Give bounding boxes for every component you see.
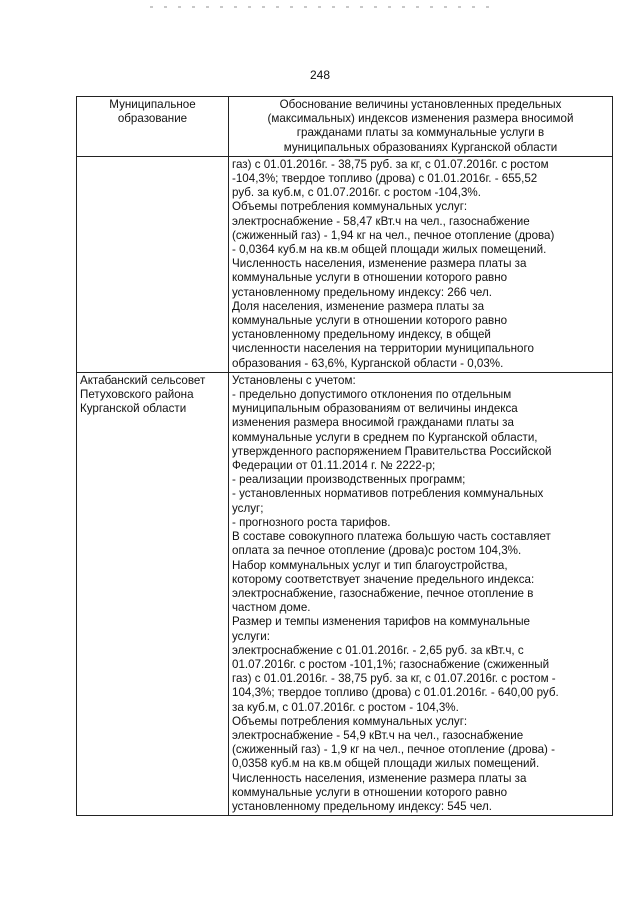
justification-line: электроснабжение, газоснабжение, печное отопление в (232, 586, 534, 600)
justification-line: установленному предельному индексу: 266 чел. (232, 285, 492, 299)
justification-line: 0,0358 куб.м на кв.м общей площади жилых помещений. (232, 757, 540, 771)
justification-line: коммунальные услуги в отношении которого равно (232, 785, 508, 799)
justification-cell (229, 372, 613, 815)
justification-line: образования - 63,6%, Курганской области - 0,03%. (232, 356, 504, 370)
justification-line: 104,3%; твердое топливо (дрова) с 01.01.2016г. - 640,00 руб. (232, 686, 559, 700)
justification-line: - реализации производственных программ; (232, 473, 466, 487)
justification-line: - предельно допустимого отклонения по отдельным (232, 388, 512, 402)
municipality-cell (77, 156, 229, 372)
justification-line: изменения размера вносимой гражданами платы за (232, 416, 514, 430)
justification-line: Численность населения, изменение размера платы за (232, 771, 527, 785)
header-text-line: (максимальных) индексов изменения размера вносимой (267, 112, 574, 126)
justification-line: Размер и темпы изменения тарифов на коммунальные (232, 615, 530, 629)
justification-line: установленному предельному индексу: 545 чел. (232, 799, 492, 813)
justification-line: газ) с 01.01.2016г. - 38,75 руб. за кг, с 01.07.2016г. с ростом (232, 157, 549, 171)
header-municipality (77, 97, 229, 157)
justification-line: частном доме. (232, 601, 311, 615)
justification-line: услуги: (232, 629, 270, 643)
justification-line: руб. за куб.м, с 01.07.2016г. с ростом -104,3%. (232, 186, 481, 200)
table-header-row (77, 97, 613, 157)
header-text-line: Муниципальное (109, 98, 196, 111)
justification-line: (сжиженный газ) - 1,94 кг на чел., печное отопление (дрова) (232, 228, 555, 242)
justification-line: В составе совокупного платежа большую часть составляет (232, 530, 551, 544)
municipality-name-line: Курганской области (80, 402, 187, 416)
justification-line: Объемы потребления коммунальных услуг: (232, 714, 468, 728)
justification-line: Федерации от 01.11.2014 г. № 2222-р; (232, 459, 436, 473)
header-text-line: муниципальных образованиях Курганской области (283, 140, 558, 154)
justification-line: Набор коммунальных услуг и тип благоустройства, (232, 558, 508, 572)
page-number: 248 (309, 68, 331, 82)
justification-line: муниципальным образованиям от величины индекса (232, 402, 518, 416)
justification-line: электроснабжение - 58,47 кВт.ч на чел., газоснабжение (232, 214, 530, 228)
justification-line: Объемы потребления коммунальных услуг: (232, 200, 468, 214)
justification-line: электроснабжение с 01.01.2016г. - 2,65 руб. за кВт.ч, с (232, 643, 524, 657)
justification-cell (229, 156, 613, 372)
justification-line: -104,3%; твердое топливо (дрова) с 01.01.2016г. - 655,52 (232, 172, 538, 186)
header-text-line: образование (117, 112, 188, 126)
justification-line: 01.07.2016г. с ростом -101,1%; газоснабжение (сжиженный (232, 657, 550, 671)
municipality-cell (77, 372, 229, 815)
justification-line: - 0,0364 куб.м на кв.м общей площади жилых помещений. (232, 243, 547, 257)
justification-line: - прогнозного роста тарифов. (232, 515, 391, 529)
justification-line: Установлены с учетом: (232, 373, 356, 387)
justification-line: численности населения на территории муниципального (232, 342, 534, 356)
scan-artifact (150, 6, 490, 8)
table-row (77, 156, 613, 372)
justification-line: утвержденного распоряжением Правительства Российской (232, 444, 552, 458)
justification-line: установленному предельному индексу, в общей (232, 328, 491, 342)
header-justification (229, 97, 613, 157)
justification-line: за куб.м, с 01.07.2016г. с ростом - 104,3%. (232, 700, 459, 714)
header-text-line: Обоснование величины установленных предельных (279, 98, 562, 111)
justification-line: коммунальные услуги в отношении которого равно (232, 271, 508, 285)
justification-line: услуг; (232, 501, 264, 515)
justification-line: Численность населения, изменение размера платы за (232, 257, 527, 271)
justification-line: коммунальные услуги в отношении которого равно (232, 314, 508, 328)
municipality-name-line: Актабанский сельсовет (80, 373, 206, 387)
justification-line: которому соответствует значение предельного индекса: (232, 572, 535, 586)
justification-line: - установленных нормативов потребления коммунальных (232, 487, 544, 501)
justification-line: газ) с 01.01.2016г. - 38,75 руб. за кг, с 01.07.2016г. с ростом - (232, 672, 556, 686)
table-row (77, 372, 613, 815)
justification-line: коммунальные услуги в среднем по Курганской области, (232, 430, 538, 444)
justification-line: Доля населения, изменение размера платы за (232, 299, 485, 313)
justification-line: (сжиженный газ) - 1,9 кг на чел., печное отопление (дрова) - (232, 743, 555, 757)
municipality-name-line: Петуховского района (80, 388, 194, 402)
header-text-line: гражданами платы за коммунальные услуги в (296, 126, 545, 140)
justification-line: оплата за печное отопление (дрова)с ростом 104,3%. (232, 544, 522, 558)
justification-line: электроснабжение - 54,9 кВт.ч на чел., газоснабжение (232, 728, 524, 742)
tariff-table (76, 96, 613, 816)
